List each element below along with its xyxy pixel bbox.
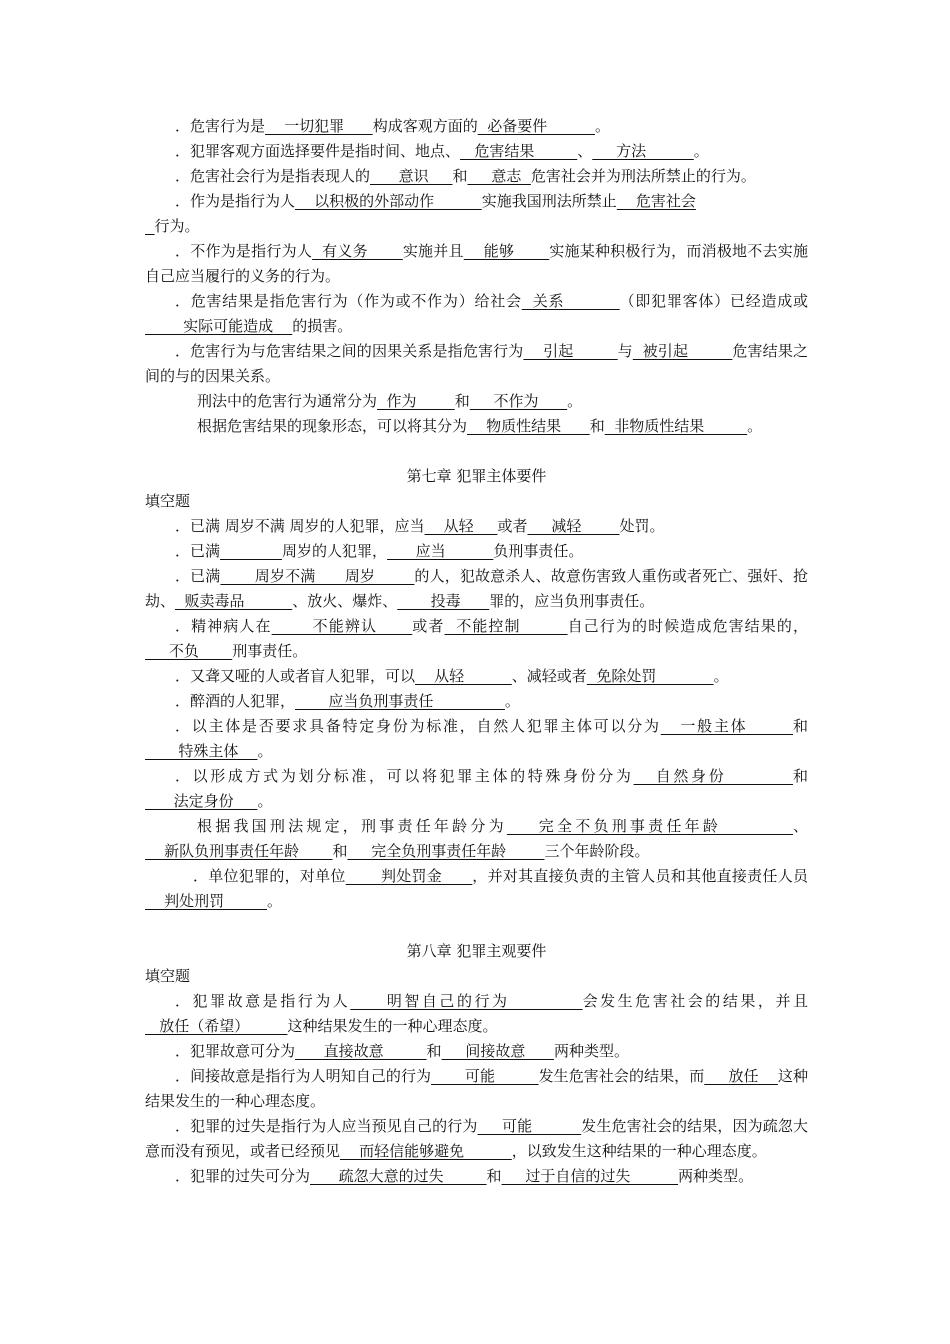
sentence-text: ．犯罪的过失是指行为人应当预见自己的行为 xyxy=(175,1117,478,1135)
sentence-text: ．危害社会行为是指表现人的 xyxy=(175,167,371,185)
sentence-text: 两种类型。 xyxy=(554,1042,630,1060)
blank-answer: 而轻信能够避免 xyxy=(340,1142,512,1160)
sentence-text: ，以致发生这种结果的一种心理态度。 xyxy=(511,1142,767,1160)
sentence-text: 根据我国刑法规定，刑事责任年龄分为 xyxy=(197,817,507,835)
sentence-text: 、减轻或者 xyxy=(511,667,587,685)
sentence-text: 三个年龄阶段。 xyxy=(544,842,650,860)
blank-answer: 危害社会 xyxy=(616,192,696,210)
blank-answer: 间接故意 xyxy=(441,1042,555,1060)
blank-answer: 自然身份 xyxy=(633,767,793,785)
blank-answer: 明智自己的行为 xyxy=(350,992,583,1010)
fill-in-item xyxy=(145,989,808,1039)
blank-answer: 能够 xyxy=(463,242,550,260)
sentence-text: ，并对其直接负责的主管人员和其他直接责任人员 xyxy=(472,867,808,885)
blank-answer: 方法 xyxy=(592,142,694,160)
sentence-text: 和 xyxy=(426,1042,442,1060)
sentence-text: 罪的，应当负刑事责任。 xyxy=(489,592,655,610)
fill-in-item xyxy=(145,1114,808,1164)
fill-in-item xyxy=(145,564,808,614)
sentence-text: ．犯罪客观方面选择要件是指时间、地点、 xyxy=(175,142,461,160)
sentence-text: 或者 xyxy=(497,517,528,535)
sentence-text: ．间接故意是指行为人明知自己的行为 xyxy=(175,1067,432,1085)
chapter-8-items xyxy=(145,989,808,1189)
sentence-text: 、 xyxy=(792,817,808,835)
blank-answer: 判处刑罚 xyxy=(145,892,267,910)
blank-answer: 不负 xyxy=(145,642,233,660)
fill-in-item xyxy=(145,764,808,814)
sentence-text: 。 xyxy=(257,792,273,810)
blank-answer: 周岁不满 周岁 xyxy=(220,567,415,585)
blank-answer: 以积极的外部动作 xyxy=(295,192,482,210)
chapter-6-items xyxy=(145,114,808,389)
sentence-text: ．危害行为是 xyxy=(175,117,266,135)
sentence-text: ．醉酒的人犯罪， xyxy=(175,692,296,710)
fill-in-item xyxy=(145,189,808,214)
sentence-text: 这种结果发生的一种心理态度。 xyxy=(145,1067,808,1110)
fill-in-item xyxy=(145,664,808,689)
blank-answer: 完全不负刑事责任年龄 xyxy=(506,817,793,835)
sentence-text: 的损害。 xyxy=(292,317,353,335)
sentence-text: 和 xyxy=(792,767,808,785)
sentence-text: ．已满 xyxy=(175,542,221,560)
sentence-text: 。 xyxy=(504,692,520,710)
blank-answer: 可能 xyxy=(477,1117,582,1135)
sentence-text: ．作为是指行为人 xyxy=(175,192,296,210)
fill-in-item xyxy=(145,139,808,164)
sentence-text: ．已满 周岁不满 周岁的人犯罪，应当 xyxy=(175,517,425,535)
sentence-text: 发生危害社会的结果，因为疏忽大意而没有预见，或者已经预见 xyxy=(145,1117,808,1160)
sentence-text: 。 xyxy=(257,742,273,760)
sentence-text: 实施某种积极行为，而消极地不去实施自己应当履行的义务的行为。 xyxy=(145,242,808,285)
blank-answer: 疏忽大意的过失 xyxy=(310,1167,487,1185)
ch7-line-a xyxy=(145,814,808,864)
sentence-text: ．危害行为与危害结果之间的因果关系是指危害行为 xyxy=(175,342,524,360)
blank-answer: 引起 xyxy=(523,342,618,360)
blank-answer: 不能控制 xyxy=(444,617,568,635)
blank-answer: 被引起 xyxy=(632,342,733,360)
fill-in-item xyxy=(145,1164,808,1189)
sentence-text: 处罚。 xyxy=(619,517,665,535)
ch6-line-a xyxy=(145,389,808,414)
sentence-text: 刑法中的危害行为通常分为 xyxy=(197,392,378,410)
blank-answer: 判处罚金 xyxy=(345,867,473,885)
sentence-text: ．以主体是否要求具备特定身份为标准，自然人犯罪主体可以分为 xyxy=(175,717,661,735)
sentence-text: 实施我国刑法所禁止 xyxy=(481,192,617,210)
sentence-text: 。 xyxy=(747,417,763,435)
blank-answer: 一切犯罪 xyxy=(265,117,373,135)
fill-in-item xyxy=(145,339,808,389)
blank-answer: 过于自信的过失 xyxy=(501,1167,679,1185)
sentence-text: 与 xyxy=(617,342,633,360)
blank-answer xyxy=(145,217,155,235)
sentence-text: 或者 xyxy=(412,617,445,635)
sentence-text: 危害结果之间的与的因果关系。 xyxy=(145,342,808,385)
blank-answer: 免除处罚 xyxy=(586,667,714,685)
sentence-text: 周岁的人犯罪， xyxy=(282,542,388,560)
chapter-7-title: 第七章 犯罪主体要件 xyxy=(406,467,547,485)
blank-answer: 从轻 xyxy=(415,667,512,685)
sentence-text: ．已满 xyxy=(175,567,221,585)
blank-answer: 物质性结果 xyxy=(467,417,590,435)
blank-answer xyxy=(220,542,282,560)
fill-in-item xyxy=(145,1039,808,1064)
blank-answer: 完全负刑事责任年龄 xyxy=(347,842,545,860)
fill-in-item xyxy=(145,614,808,664)
blank-answer: 有义务 xyxy=(312,242,403,260)
chapter-8-subtitle: 填空题 xyxy=(145,967,191,985)
sentence-text: 和 xyxy=(486,1167,502,1185)
blank-answer: 新队负刑事责任年龄 xyxy=(145,842,333,860)
fill-in-item xyxy=(145,1064,808,1114)
sentence-text: 、放火、爆炸、 xyxy=(292,592,398,610)
sentence-text: 发生危害社会的结果，而 xyxy=(538,1067,705,1085)
sentence-text: 根据危害结果的现象形态，可以将其分为 xyxy=(197,417,468,435)
sentence-text: 这种结果发生的一种心理态度。 xyxy=(287,1017,498,1035)
sentence-text: 。 xyxy=(567,392,583,410)
chapter-7-items xyxy=(145,514,808,814)
blank-answer: 投毒 xyxy=(397,592,490,610)
blank-answer: 放任 xyxy=(704,1067,778,1085)
blank-answer: 关系 xyxy=(521,292,620,310)
ch6-line-b xyxy=(145,414,808,439)
sentence-text: ．以形成方式为划分标准，可以将犯罪主体的特殊身份分为 xyxy=(175,767,634,785)
sentence-text: 。 xyxy=(693,142,709,160)
sentence-text: 负刑事责任。 xyxy=(493,542,584,560)
sentence-text: 、 xyxy=(577,142,593,160)
blank-answer: 不能辨认 xyxy=(271,617,413,635)
blank-answer: 减轻 xyxy=(527,517,620,535)
sentence-text: 刑事责任。 xyxy=(232,642,308,660)
blank-answer: 意识 xyxy=(370,167,453,185)
fill-in-item xyxy=(145,689,808,714)
chapter-7-subtitle: 填空题 xyxy=(145,492,191,510)
blank-answer: 一般主体 xyxy=(660,717,793,735)
blank-answer: 危害结果 xyxy=(460,142,578,160)
sentence-text: 的人，犯故意杀人、故意伤害致人重伤或者死亡、强奸、抢劫、 xyxy=(145,567,808,610)
blank-answer: 作为 xyxy=(377,392,455,410)
sentence-text: 危害社会并为刑法所禁止的行为。 xyxy=(530,167,756,185)
sentence-text: ．不作为是指行为人 xyxy=(175,242,313,260)
blank-answer: 必备要件 xyxy=(477,117,595,135)
sentence-text: 。 xyxy=(267,892,283,910)
sentence-text: ．单位犯罪的，对单位 xyxy=(193,867,346,885)
blank-answer: 实际可能造成 xyxy=(145,317,293,335)
blank-answer: 法定身份 xyxy=(145,792,258,810)
sentence-text: 。 xyxy=(713,667,729,685)
fill-in-item xyxy=(145,514,808,539)
sentence-text: 和 xyxy=(792,717,808,735)
sentence-text: ．犯罪故意可分为 xyxy=(175,1042,296,1060)
blank-answer: 不作为 xyxy=(469,392,568,410)
sentence-text: 和 xyxy=(589,417,605,435)
sentence-text: 。 xyxy=(594,117,610,135)
sentence-text: ．精神病人在 xyxy=(175,617,272,635)
sentence-text: 自己行为的时候造成危害结果的， xyxy=(567,617,808,635)
blank-answer: 应当负刑事责任 xyxy=(295,692,505,710)
sentence-text: 和 xyxy=(454,392,470,410)
blank-answer: 意志 xyxy=(467,167,531,185)
fill-in-item xyxy=(145,114,808,139)
blank-answer: 放任（希望） xyxy=(145,1017,288,1035)
chapter-8-title: 第八章 犯罪主观要件 xyxy=(406,942,547,960)
blank-answer: 贩卖毒品 xyxy=(175,592,293,610)
sentence-text: 和 xyxy=(332,842,348,860)
fill-in-item xyxy=(145,214,808,239)
blank-answer: 从轻 xyxy=(424,517,498,535)
blank-answer: 非物质性结果 xyxy=(604,417,748,435)
blank-answer: 直接故意 xyxy=(295,1042,427,1060)
sentence-text: ．又聋又哑的人或者盲人犯罪，可以 xyxy=(175,667,416,685)
fill-in-item xyxy=(145,239,808,289)
document-body xyxy=(145,114,808,1189)
sentence-text: 和 xyxy=(452,167,468,185)
sentence-text: ．犯罪故意是指行为人 xyxy=(175,992,351,1010)
ch7-line-b xyxy=(145,864,808,914)
sentence-text: ．犯罪的过失可分为 xyxy=(175,1167,311,1185)
blank-answer: 特殊主体 xyxy=(145,742,258,760)
blank-answer: 应当 xyxy=(387,542,494,560)
fill-in-item xyxy=(145,289,808,339)
fill-in-item xyxy=(145,714,808,764)
sentence-text: （即犯罪客体）已经造成或 xyxy=(619,292,808,310)
sentence-text: 行为。 xyxy=(154,217,200,235)
sentence-text: 构成客观方面的 xyxy=(372,117,478,135)
sentence-text: 会发生危害社会的结果，并且 xyxy=(582,992,808,1010)
sentence-text: ．危害结果是指危害行为（作为或不作为）给社会 xyxy=(175,292,522,310)
sentence-text: 实施并且 xyxy=(402,242,464,260)
fill-in-item xyxy=(145,164,808,189)
fill-in-item xyxy=(145,539,808,564)
sentence-text: 两种类型。 xyxy=(678,1167,754,1185)
blank-answer: 可能 xyxy=(431,1067,539,1085)
